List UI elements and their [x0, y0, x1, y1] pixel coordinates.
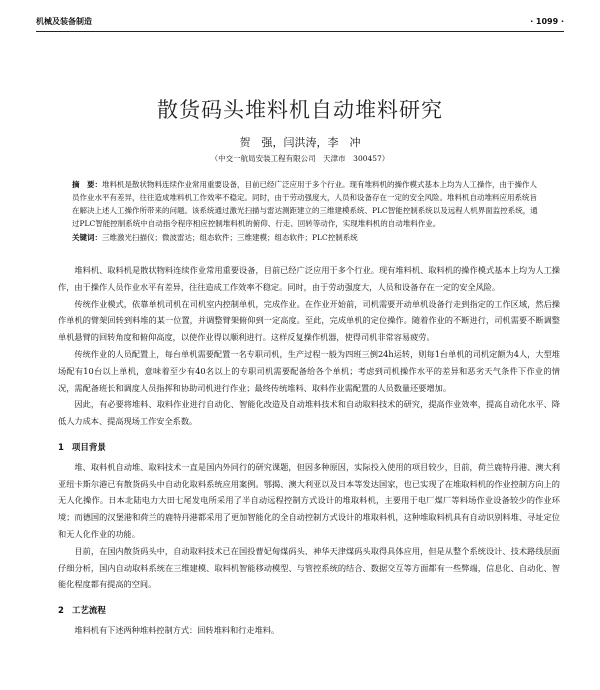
body-paragraph: 因此，有必要将堆料、取料作业进行自动化、智能化改造及自动堆料技术和自动取料技术的研究，提高作业效率，提高自动化水平、降低人力成本、提高现场工作安全系数。: [58, 399, 560, 427]
affiliation: （中交一航局安装工程有限公司 天津市 300457）: [210, 154, 390, 163]
section-title: 项目背景: [71, 442, 106, 453]
authors: 贺 强，闫洪涛，李 冲: [239, 136, 361, 149]
keywords-label: 关键词：: [72, 233, 102, 242]
abstract-text: 堆料机是散状物料连续作业常用重要设备，目前已经广泛应用于多个行业。现有堆料机的操作模式基本上均为人工操作，由于操作人员作业水平有差异，往往造成堆料机工作效率不稳定。同时，由于劳动强度大，人员和设备存在一定的安全风险。堆料机自动堆料应用系统旨在解决上述人工操作所带来的问题。该系统通过激光扫描与雷达测距建立的三维建模系统、PLC智能控制系统以及远程人机界面监控系统，通过PLC智能控制系统中自动指令程序相应控制堆料机的俯仰、行走、回转等动作，实现堆料机的自动堆料作业。: [72, 180, 538, 228]
keywords: [72, 231, 540, 244]
section-number: 1: [58, 442, 64, 453]
abstract: [72, 178, 540, 230]
body-paragraph: 目前，在国内散货码头中，自动取料技术已在国投曹妃甸煤码头、神华天津煤码头取得具体应用，但是从整个系统设计、技术路线层面仔细分析，国内自动取料系统在三维建模、取料机智能移动模型、与管控系统的结合、数据交互等方面都有一些弊端，信息化、自动化、智能化程度都有提高的空间。: [58, 545, 560, 590]
journal-name: 机械及装备制造: [36, 17, 92, 26]
section-heading: [58, 603, 560, 620]
running-header: [36, 16, 564, 32]
section-title: 工艺流程: [71, 606, 106, 617]
abstract-block: [72, 178, 540, 244]
paper-title: 散货码头堆料机自动堆料研究: [157, 98, 443, 122]
paper-body: [58, 262, 560, 639]
section-heading: [58, 440, 560, 457]
page-number: · 1099 ·: [530, 17, 564, 26]
body-paragraph: 堆、取料机自动堆、取料技术一直是国内外同行的研究课题，但因多种原因，实际投入使用的项目较少，目前，荷兰鹿特丹港、澳大利亚纽卡斯尔港已有散货码头中自动化取料系统应用案例。鄂揭、澳大利亚以及日本等发达国家，也已实现了在堆取料机的作业控制方向上的无人化操作。日本北陆电力大田七尾发电所采用了半自动远程控制方式设计的堆取料机，主要用于电厂煤厂等料场作业设备较少的作业环境；而德国的汉堡港和荷兰的鹿特丹港都采用了更加智能化的全自动控制方式设计的堆取料机，这种堆取料机具有自动识别料堆、寻址定位和无人化作业的功能。: [58, 461, 560, 539]
body-paragraph: 堆料机有下述两种堆料控制方式：回转堆料和行走堆料。: [74, 624, 280, 635]
body-paragraph: 传统作业模式，依靠单机司机在司机室内控制单机，完成作业。在作业开始前，司机需要开动单机设备行走到指定的工作区域，然后操作单机的臂架回转到料堆的某一位置，并调整臂架俯仰到一定高度。至此，完成单机的定位操作。随着作业的不断进行，司机需要不断调整单机悬臂的回转角度和俯仰高度，以使作业得以顺利进行。这样反复操作机器，使得司机非常容易疲劳。: [58, 298, 560, 343]
body-paragraph: 传统作业的人员配置上，每台单机需要配置一名专职司机，生产过程一般为四班三倒24h运转，则每1台单机的司机定额为4人，大型堆场配有10台以上单机，意味着至少有40名以上的专职司机需要配备给各个单机；考虑到司机操作水平的差异和恶劣天气条件下作业的情况，需配备班长和调度人员指挥和协助司机进行作业；最终传统堆料、取料作业需配置的人员数量还要增加。: [58, 348, 560, 393]
abstract-label: 摘 要：: [72, 180, 102, 189]
body-paragraph: 堆料机、取料机是散状物料连续作业常用重要设备，目前已经广泛应用于多个行业。现有堆料机、取料机的操作模式基本上均为人工操作，由于操作人员作业水平有差异，往往造成工作效率不稳定。同时，由于劳动强度大，人员和设备存在一定的安全风险。: [58, 265, 560, 292]
keywords-text: 三维激光扫描仪；微波雷达；组态软件；三维建模；组态软件；PLC控制系统: [102, 233, 358, 242]
section-number: 2: [58, 606, 64, 617]
